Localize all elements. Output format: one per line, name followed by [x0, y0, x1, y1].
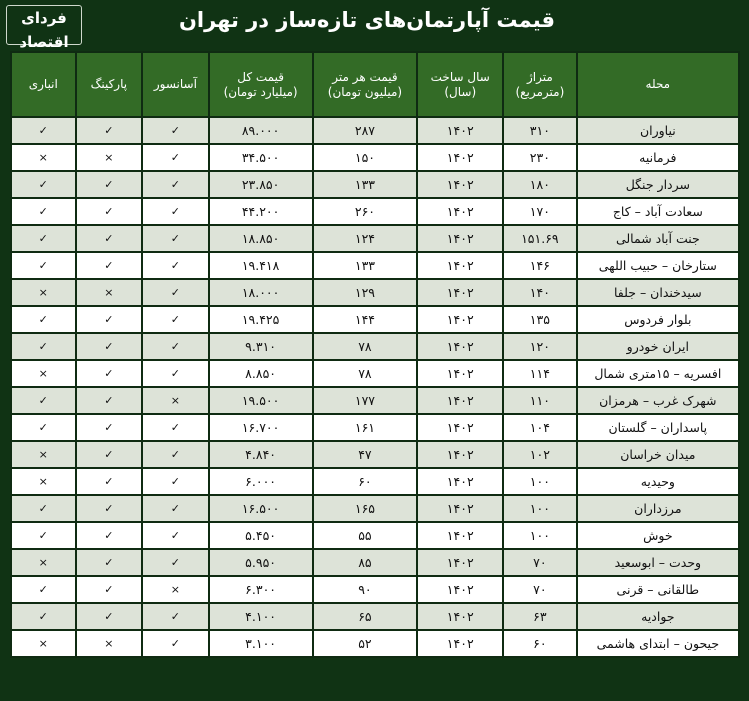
price-per-meter-cell: ۱۴۴	[313, 306, 418, 333]
storage-mark: ×	[11, 441, 76, 468]
table-row	[11, 171, 739, 198]
area-cell: شهرک غرب – هرمزان	[577, 387, 739, 414]
parking-mark: ✓	[76, 306, 143, 333]
size-cell: ۶۳	[503, 603, 577, 630]
storage-mark: ×	[11, 144, 76, 171]
elevator-mark: ✓	[142, 225, 209, 252]
parking-mark: ×	[76, 144, 143, 171]
parking-mark: ×	[76, 630, 143, 657]
parking-mark: ✓	[76, 441, 143, 468]
year-cell: ۱۴۰۲	[417, 630, 503, 657]
header-total-price-label: قیمت کل (میلیارد تومان)	[223, 69, 298, 99]
storage-mark: ✓	[11, 333, 76, 360]
size-cell: ۱۱۰	[503, 387, 577, 414]
elevator-mark: ✓	[142, 630, 209, 657]
total-price-cell: ۱۹.۴۲۵	[209, 306, 313, 333]
elevator-mark: ✓	[142, 171, 209, 198]
elevator-mark: ✓	[142, 603, 209, 630]
table-row	[11, 144, 739, 171]
brand-name: فردای اقتصاد	[19, 9, 69, 51]
size-cell: ۱۱۴	[503, 360, 577, 387]
table-row	[11, 279, 739, 306]
total-price-cell: ۱۹.۵۰۰	[209, 387, 313, 414]
size-cell: ۱۰۰	[503, 495, 577, 522]
year-cell: ۱۴۰۲	[417, 414, 503, 441]
table-row	[11, 441, 739, 468]
area-cell: پاسداران – گلستان	[577, 414, 739, 441]
total-price-cell: ۱۶.۷۰۰	[209, 414, 313, 441]
price-per-meter-cell: ۱۶۱	[313, 414, 418, 441]
year-cell: ۱۴۰۲	[417, 225, 503, 252]
parking-mark: ✓	[76, 333, 143, 360]
parking-mark: ✓	[76, 576, 143, 603]
size-cell: ۱۷۰	[503, 198, 577, 225]
size-cell: ۱۰۰	[503, 468, 577, 495]
total-price-cell: ۴۴.۲۰۰	[209, 198, 313, 225]
area-cell: مرزداران	[577, 495, 739, 522]
elevator-mark: ✓	[142, 117, 209, 144]
total-price-cell: ۳۴.۵۰۰	[209, 144, 313, 171]
price-per-meter-cell: ۱۲۹	[313, 279, 418, 306]
storage-mark: ✓	[11, 414, 76, 441]
parking-mark: ×	[76, 279, 143, 306]
page-title: قیمت آپارتمان‌های تازه‌ساز در تهران	[178, 8, 556, 32]
storage-mark: ✓	[11, 225, 76, 252]
price-per-meter-cell: ۷۸	[313, 333, 418, 360]
header-storage: انباری	[11, 52, 76, 117]
year-cell: ۱۴۰۲	[417, 387, 503, 414]
year-cell: ۱۴۰۲	[417, 522, 503, 549]
elevator-mark: ✓	[142, 252, 209, 279]
storage-mark: ✓	[11, 576, 76, 603]
year-cell: ۱۴۰۲	[417, 117, 503, 144]
parking-mark: ✓	[76, 198, 143, 225]
size-cell: ۱۴۰	[503, 279, 577, 306]
total-price-cell: ۱۹.۴۱۸	[209, 252, 313, 279]
parking-mark: ✓	[76, 495, 143, 522]
total-price-cell: ۲۳.۸۵۰	[209, 171, 313, 198]
price-per-meter-cell: ۶۰	[313, 468, 418, 495]
price-per-meter-cell: ۲۶۰	[313, 198, 418, 225]
total-price-cell: ۱۸.۰۰۰	[209, 279, 313, 306]
header-total-price	[209, 52, 313, 117]
table-row	[11, 360, 739, 387]
year-cell: ۱۴۰۲	[417, 306, 503, 333]
area-cell: جوادیه	[577, 603, 739, 630]
year-cell: ۱۴۰۲	[417, 495, 503, 522]
table-row	[11, 603, 739, 630]
size-cell: ۱۰۲	[503, 441, 577, 468]
price-per-meter-cell: ۱۳۳	[313, 171, 418, 198]
storage-mark: ×	[11, 549, 76, 576]
table-header-row	[11, 52, 739, 117]
price-per-meter-cell: ۱۳۳	[313, 252, 418, 279]
price-per-meter-cell: ۹۰	[313, 576, 418, 603]
storage-mark: ×	[11, 360, 76, 387]
table-row	[11, 333, 739, 360]
size-cell: ۱۸۰	[503, 171, 577, 198]
table-row	[11, 387, 739, 414]
total-price-cell: ۴.۱۰۰	[209, 603, 313, 630]
elevator-mark: ✓	[142, 414, 209, 441]
storage-mark: ✓	[11, 522, 76, 549]
table-row	[11, 117, 739, 144]
price-per-meter-cell: ۱۷۷	[313, 387, 418, 414]
elevator-mark: ✓	[142, 333, 209, 360]
area-cell: ایران خودرو	[577, 333, 739, 360]
storage-mark: ✓	[11, 306, 76, 333]
area-cell: سیدخندان – جلفا	[577, 279, 739, 306]
total-price-cell: ۵.۹۵۰	[209, 549, 313, 576]
price-per-meter-cell: ۲۸۷	[313, 117, 418, 144]
elevator-mark: ✓	[142, 360, 209, 387]
price-per-meter-cell: ۱۲۴	[313, 225, 418, 252]
year-cell: ۱۴۰۲	[417, 279, 503, 306]
size-cell: ۲۳۰	[503, 144, 577, 171]
size-cell: ۱۳۵	[503, 306, 577, 333]
area-cell: سردار جنگل	[577, 171, 739, 198]
size-cell: ۷۰	[503, 549, 577, 576]
total-price-cell: ۱۶.۵۰۰	[209, 495, 313, 522]
elevator-mark: ×	[142, 387, 209, 414]
storage-mark: ×	[11, 279, 76, 306]
year-cell: ۱۴۰۲	[417, 171, 503, 198]
price-per-meter-cell: ۵۵	[313, 522, 418, 549]
elevator-mark: ✓	[142, 495, 209, 522]
total-price-cell: ۱۸.۸۵۰	[209, 225, 313, 252]
total-price-cell: ۸۹.۰۰۰	[209, 117, 313, 144]
size-cell: ۱۵۱.۶۹	[503, 225, 577, 252]
price-per-meter-cell: ۸۵	[313, 549, 418, 576]
storage-mark: ✓	[11, 117, 76, 144]
parking-mark: ✓	[76, 117, 143, 144]
table-row	[11, 576, 739, 603]
parking-mark: ✓	[76, 522, 143, 549]
elevator-mark: ✓	[142, 549, 209, 576]
storage-mark: ×	[11, 630, 76, 657]
year-cell: ۱۴۰۲	[417, 549, 503, 576]
year-cell: ۱۴۰۲	[417, 603, 503, 630]
header-elevator: آسانسور	[142, 52, 209, 117]
area-cell: جنت آباد شمالی	[577, 225, 739, 252]
parking-mark: ✓	[76, 549, 143, 576]
storage-mark: ×	[11, 468, 76, 495]
area-cell: افسریه – ۱۵متری شمال	[577, 360, 739, 387]
total-price-cell: ۹.۳۱۰	[209, 333, 313, 360]
size-cell: ۱۲۰	[503, 333, 577, 360]
year-cell: ۱۴۰۲	[417, 198, 503, 225]
table-row	[11, 522, 739, 549]
parking-mark: ✓	[76, 414, 143, 441]
parking-mark: ✓	[76, 360, 143, 387]
price-per-meter-cell: ۴۷	[313, 441, 418, 468]
total-price-cell: ۶.۳۰۰	[209, 576, 313, 603]
size-cell: ۶۰	[503, 630, 577, 657]
price-per-meter-cell: ۱۶۵	[313, 495, 418, 522]
elevator-mark: ✓	[142, 144, 209, 171]
price-per-meter-cell: ۱۵۰	[313, 144, 418, 171]
area-cell: بلوار فردوس	[577, 306, 739, 333]
table-row	[11, 414, 739, 441]
price-table	[10, 51, 740, 658]
size-cell: ۷۰	[503, 576, 577, 603]
year-cell: ۱۴۰۲	[417, 252, 503, 279]
area-cell: سعادت آباد – کاج	[577, 198, 739, 225]
year-cell: ۱۴۰۲	[417, 144, 503, 171]
elevator-mark: ×	[142, 576, 209, 603]
storage-mark: ✓	[11, 387, 76, 414]
total-price-cell: ۵.۴۵۰	[209, 522, 313, 549]
parking-mark: ✓	[76, 252, 143, 279]
header-year-label: سال ساخت (سال)	[430, 69, 490, 99]
year-cell: ۱۴۰۲	[417, 360, 503, 387]
header-area: محله	[577, 52, 739, 117]
total-price-cell: ۸.۸۵۰	[209, 360, 313, 387]
parking-mark: ✓	[76, 468, 143, 495]
size-cell: ۳۱۰	[503, 117, 577, 144]
year-cell: ۱۴۰۲	[417, 441, 503, 468]
table-row	[11, 252, 739, 279]
header-size	[503, 52, 577, 117]
storage-mark: ✓	[11, 252, 76, 279]
elevator-mark: ✓	[142, 279, 209, 306]
area-cell: جیحون – ابتدای هاشمی	[577, 630, 739, 657]
total-price-cell: ۶.۰۰۰	[209, 468, 313, 495]
header-parking: پارکینگ	[76, 52, 143, 117]
table-row	[11, 468, 739, 495]
area-cell: ستارخان – حبیب اللهی	[577, 252, 739, 279]
elevator-mark: ✓	[142, 441, 209, 468]
total-price-cell: ۴.۸۴۰	[209, 441, 313, 468]
elevator-mark: ✓	[142, 306, 209, 333]
area-cell: میدان خراسان	[577, 441, 739, 468]
storage-mark: ✓	[11, 603, 76, 630]
price-per-meter-cell: ۵۲	[313, 630, 418, 657]
table-row	[11, 225, 739, 252]
parking-mark: ✓	[76, 603, 143, 630]
header-size-label: متراژ (مترمربع)	[515, 69, 565, 99]
table-row	[11, 306, 739, 333]
area-cell: وحدت – ابوسعید	[577, 549, 739, 576]
brand-logo	[6, 5, 82, 51]
area-cell: وحیدیه	[577, 468, 739, 495]
parking-mark: ✓	[76, 171, 143, 198]
parking-mark: ✓	[76, 225, 143, 252]
size-cell: ۱۴۶	[503, 252, 577, 279]
table-row	[11, 549, 739, 576]
total-price-cell: ۳.۱۰۰	[209, 630, 313, 657]
storage-mark: ✓	[11, 495, 76, 522]
table-row	[11, 630, 739, 657]
area-cell: خوش	[577, 522, 739, 549]
price-per-meter-cell: ۶۵	[313, 603, 418, 630]
elevator-mark: ✓	[142, 468, 209, 495]
area-cell: نیاوران	[577, 117, 739, 144]
storage-mark: ✓	[11, 198, 76, 225]
parking-mark: ✓	[76, 387, 143, 414]
header-price-per-meter	[313, 52, 418, 117]
size-cell: ۱۰۴	[503, 414, 577, 441]
price-per-meter-cell: ۷۸	[313, 360, 418, 387]
year-cell: ۱۴۰۲	[417, 468, 503, 495]
elevator-mark: ✓	[142, 522, 209, 549]
header-year	[417, 52, 503, 117]
table-row	[11, 495, 739, 522]
table-row	[11, 198, 739, 225]
header-price-per-meter-label: قیمت هر متر (میلیون تومان)	[327, 69, 403, 99]
area-cell: طالقانی – قرنی	[577, 576, 739, 603]
area-cell: فرمانیه	[577, 144, 739, 171]
year-cell: ۱۴۰۲	[417, 333, 503, 360]
year-cell: ۱۴۰۲	[417, 576, 503, 603]
elevator-mark: ✓	[142, 198, 209, 225]
storage-mark: ✓	[11, 171, 76, 198]
size-cell: ۱۰۰	[503, 522, 577, 549]
